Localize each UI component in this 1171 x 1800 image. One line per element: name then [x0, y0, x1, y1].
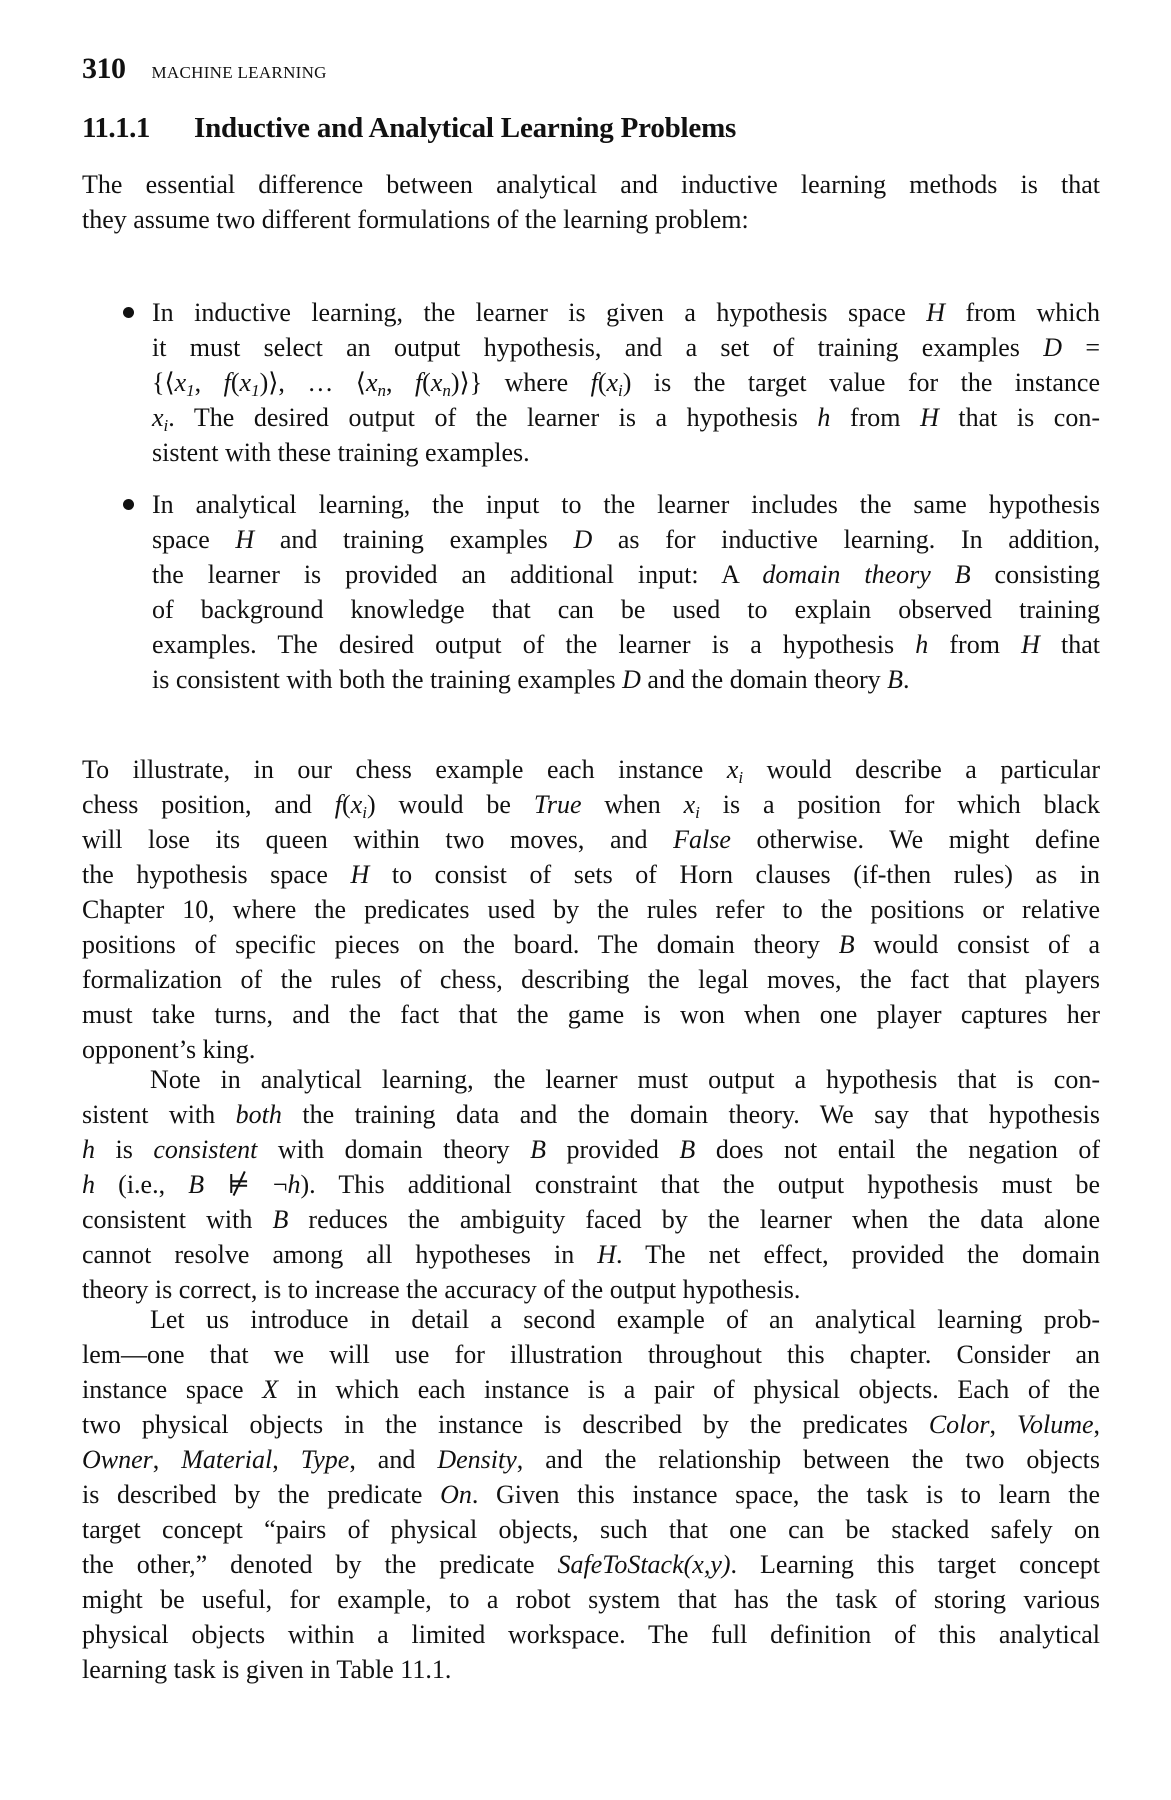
- intro-paragraph: [82, 167, 1100, 237]
- text-line: h (i.e., B ⊭ ¬h). This additional constraint that the output hypothesis must be: [82, 1170, 1100, 1199]
- text-line: consistent with B reduces the ambiguity faced by the learner when the data alone: [82, 1205, 1101, 1234]
- text-line: $x_i$. The desired output of the learner is a hypothesis h from H that is con-: [152, 403, 1101, 435]
- text-line: To illustrate, in our chess example each instance $x_i$ would describe a particular: [82, 755, 1100, 787]
- text-line: Owner, Material, Type, and Density, and the relationship between the two objects: [82, 1445, 1101, 1474]
- text-line: Chapter 10, where the predicates used by the rules refer to the positions or relative: [82, 895, 1100, 924]
- text-line: The essential difference between analytical and inductive learning methods is that: [82, 170, 1100, 199]
- text-line: will lose its queen within two moves, and False otherwise. We might define: [82, 825, 1100, 854]
- text-line: is consistent with both the training examples D and the domain theory B.: [152, 665, 910, 694]
- text-line: of background knowledge that can be used to explain observed training: [152, 595, 1100, 624]
- text-line: h is consistent with domain theory B provided B does not entail the negation of: [82, 1135, 1100, 1164]
- text-line: space H and training examples D as for inductive learning. In addition,: [152, 525, 1100, 554]
- text-line: must take turns, and the fact that the game is won when one player captures her: [82, 1000, 1100, 1029]
- bullet-icon: [123, 307, 134, 318]
- text-line: theory is correct, is to increase the accuracy of the output hypothesis.: [82, 1275, 801, 1304]
- section-heading: [82, 112, 736, 145]
- bullet-item-inductive: [152, 295, 1100, 470]
- text-line: examples. The desired output of the learner is a hypothesis h from H that: [152, 630, 1100, 659]
- paragraph-chess-example: [82, 752, 1100, 1067]
- text-line: instance space X in which each instance is a pair of physical objects. Each of the: [82, 1375, 1100, 1404]
- text-line: sistent with both the training data and the domain theory. We say that hypothesis: [82, 1100, 1101, 1129]
- text-line: lem—one that we will use for illustration throughout this chapter. Consider an: [82, 1340, 1100, 1369]
- text-line: they assume two different formulations of the learning problem:: [82, 205, 749, 234]
- text-line: it must select an output hypothesis, and a set of training examples D =: [152, 333, 1100, 362]
- text-line: two physical objects in the instance is described by the predicates Color, Volume,: [82, 1410, 1101, 1439]
- section-title: Inductive and Analytical Learning Problems: [194, 112, 737, 144]
- running-head: MACHINE LEARNING: [151, 63, 327, 82]
- page-header: [82, 52, 327, 92]
- paragraph-consistency: [82, 1062, 1100, 1307]
- bullet-text: [152, 295, 1100, 470]
- text-line: positions of specific pieces on the board. The domain theory B would consist of a: [82, 930, 1100, 959]
- text-line: opponent’s king.: [82, 1035, 256, 1064]
- text-line: In analytical learning, the input to the learner includes the same hypothesis: [152, 490, 1100, 519]
- bullet-item-analytical: [152, 487, 1100, 697]
- text-line: might be useful, for example, to a robot system that has the task of storing various: [82, 1585, 1100, 1614]
- text-line: {$⟨x_1$, $f(x_1)⟩$, … $⟨x_n$, $f(x_n)⟩$} where $f(x_i)$ is the target value for the instance: [152, 368, 1100, 400]
- text-line: Note in analytical learning, the learner must output a hypothesis that is con-: [150, 1065, 1100, 1094]
- text-line: physical objects within a limited workspace. The full definition of this analytical: [82, 1620, 1100, 1649]
- text-line: sistent with these training examples.: [152, 438, 530, 467]
- text-line: is described by the predicate On. Given this instance space, the task is to learn the: [82, 1480, 1100, 1509]
- text-line: the learner is provided an additional input: A domain theory B consisting: [152, 560, 1101, 589]
- text-line: formalization of the rules of chess, describing the legal moves, the fact that players: [82, 965, 1100, 994]
- text-line: Let us introduce in detail a second example of an analytical learning prob-: [150, 1305, 1100, 1334]
- bullet-text: [152, 487, 1100, 697]
- text-line: the other,” denoted by the predicate SafeToStack(x,y). Learning this target concept: [82, 1550, 1100, 1579]
- text-line: target concept “pairs of physical objects, such that one can be stacked safely on: [82, 1515, 1100, 1544]
- text-line: the hypothesis space H to consist of sets of Horn clauses (if-then rules) as in: [82, 860, 1100, 889]
- text-line: chess position, and $f(x_i)$ would be True when $x_i$ is a position for which black: [82, 790, 1100, 822]
- bullet-icon: [123, 499, 134, 510]
- section-number: 11.1.1: [82, 112, 150, 144]
- text-line: cannot resolve among all hypotheses in H. The net effect, provided the domain: [82, 1240, 1100, 1269]
- page-number: 310: [82, 52, 126, 85]
- paragraph-safetostack: [82, 1302, 1100, 1687]
- text-line: learning task is given in Table 11.1.: [82, 1655, 452, 1684]
- text-line: In inductive learning, the learner is given a hypothesis space H from which: [152, 298, 1100, 327]
